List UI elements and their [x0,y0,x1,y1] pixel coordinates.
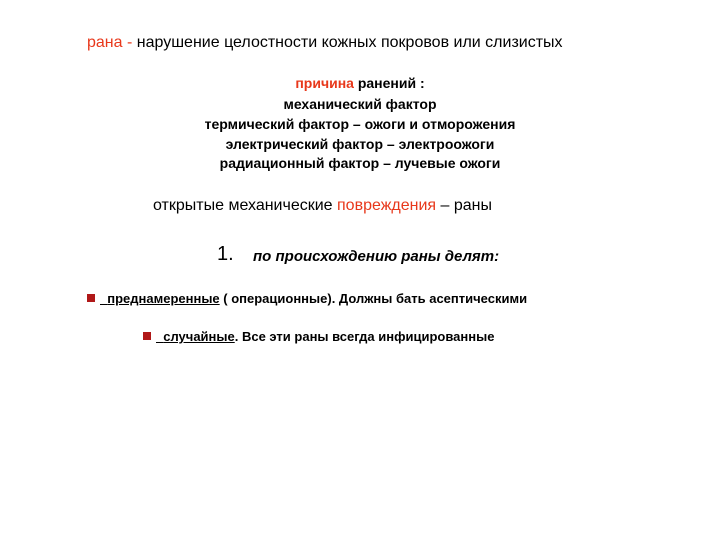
definition-dash: - [126,34,133,51]
bullet-square-icon [143,332,151,340]
bullet-term: преднамеренные [107,291,220,306]
bullet-square-icon [87,294,95,302]
causes-label-red: причина [295,75,354,91]
bullet-item [100,291,527,306]
definition-line [87,34,563,52]
causes-label-rest: ранений : [357,75,425,91]
definition-text: нарушение целостности кожных покровов или слизистых [136,34,563,51]
open-injuries-highlight: повреждения [337,197,437,214]
cause-item: механический фактор [283,96,437,112]
definition-term: рана [87,34,123,51]
cause-item: электрический фактор – электроожоги [225,136,495,152]
bullet-term: случайные [163,329,235,344]
causes-heading [0,73,720,93]
bullet-item [156,329,494,344]
classification-heading: по происхождению раны делят: [253,248,500,265]
cause-item: радиационный фактор – лучевые ожоги [219,155,501,171]
open-injuries-part2: – раны [440,197,493,214]
open-injuries-line [153,197,492,215]
bullet-text: . Все эти раны всегда инфицированные [234,329,495,344]
cause-item: термический фактор – ожоги и отморожения [204,116,516,132]
classification-number: 1. [217,243,234,265]
open-injuries-part1: открытые механические [153,197,333,214]
bullet-text: ( операционные). Должны бать асептическими [219,291,528,306]
